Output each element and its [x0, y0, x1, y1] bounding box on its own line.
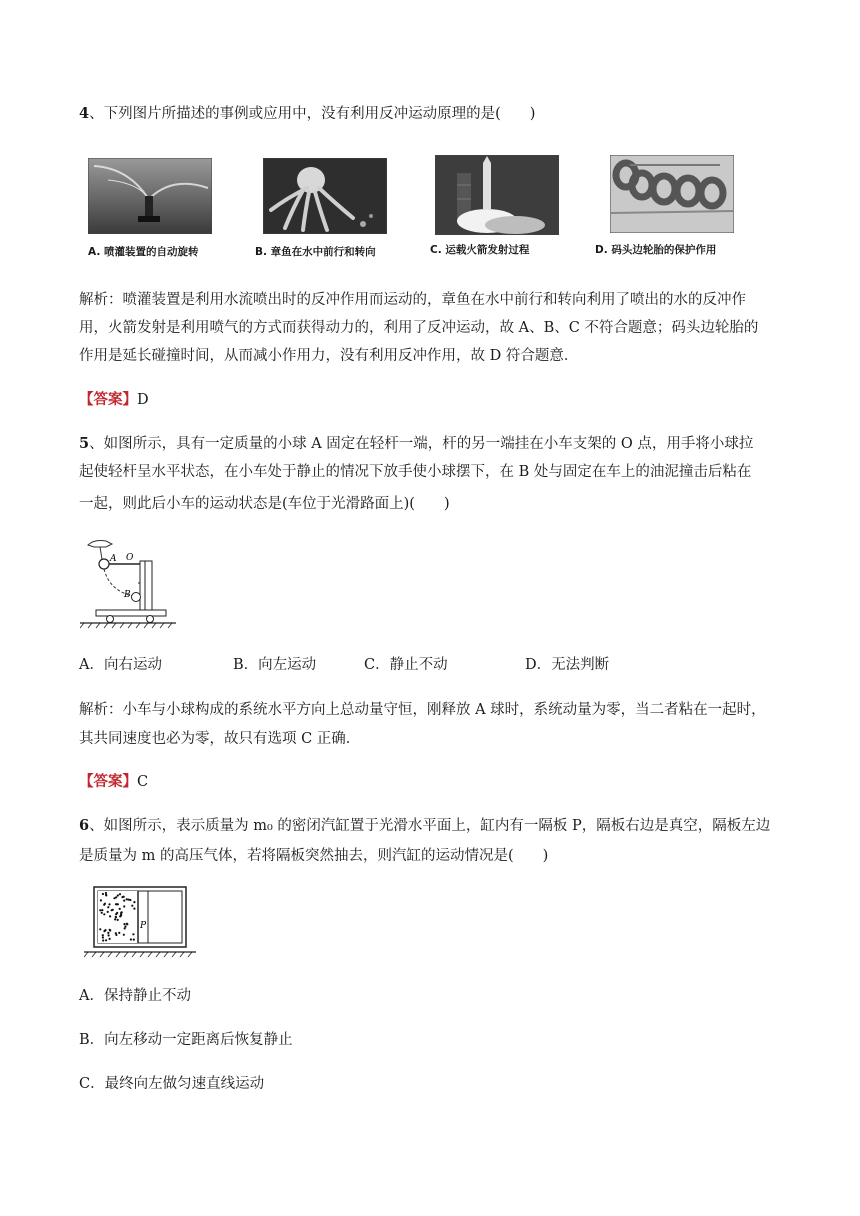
q5-answer [79, 772, 148, 792]
gas-particle [102, 934, 104, 936]
gas-particle [123, 923, 125, 925]
gas-particle [118, 932, 120, 934]
gas-particle [124, 925, 126, 927]
q5-number: 5 [79, 435, 90, 452]
q4-photo-d [610, 155, 734, 233]
q5-label-b: B [124, 590, 131, 600]
q4-photo-b [263, 158, 387, 234]
q4-photo-a [88, 158, 212, 234]
gas-particle [119, 893, 121, 895]
gas-particle [123, 905, 125, 907]
gas-particle [99, 928, 101, 930]
gas-particle [102, 939, 104, 941]
gas-particle [133, 901, 135, 903]
gas-particle [127, 899, 129, 901]
gas-particle [114, 918, 116, 920]
gas-particle [119, 908, 121, 910]
gas-particle [102, 893, 104, 895]
q6-label-p: P [140, 921, 147, 931]
q5-stem-1 [79, 434, 753, 454]
gas-particle [107, 932, 109, 934]
gas-particle [123, 934, 125, 936]
q6-number: 6 [79, 817, 90, 834]
gas-particle [115, 934, 117, 936]
q5-option-d: D．无法判断 [525, 657, 610, 673]
q5-stem-text-1: 、如图所示，具有一定质量的小球 A 固定在轻杆一端，杆的另一端挂在小车支架的 O 点，用手将小球拉 [89, 436, 754, 452]
q5-answer-value: C [137, 774, 149, 790]
gas-particle [105, 939, 107, 941]
gas-particle [113, 897, 115, 899]
gas-particle [124, 927, 126, 929]
gas-particle [104, 903, 106, 905]
gas-particle [99, 909, 101, 911]
q4-stem [79, 104, 535, 124]
q6-option-b: B．向左移动一定距离后恢复静止 [79, 1032, 293, 1048]
q4-caption-c: C. 运载火箭发射过程 [430, 244, 530, 256]
q4-caption-b: B. 章鱼在水中前行和转向 [255, 246, 376, 258]
gas-particle [109, 938, 111, 940]
gas-particle [103, 913, 105, 915]
gas-particle [109, 915, 111, 917]
gas-particle [130, 938, 132, 940]
gas-particle [131, 905, 133, 907]
answer-label: 【答案】 [79, 391, 137, 408]
gas-particle [123, 900, 125, 902]
gas-particle [108, 934, 110, 936]
gas-particle [109, 929, 111, 931]
gas-particle [108, 903, 110, 905]
gas-particle [116, 912, 118, 914]
gas-particle [116, 903, 118, 905]
gas-particle [117, 894, 119, 896]
gas-particle [115, 916, 117, 918]
q5-option-a: A．向右运动 [79, 657, 162, 673]
gas-particle [105, 892, 107, 894]
q4-analysis-3: 作用是延长碰撞时间，从而减小作用力，没有利用反冲作用，故 D 符合题意． [79, 348, 579, 364]
gas-particle [107, 911, 109, 913]
q5-analysis-2: 其共同速度也必为零，故只有选项 C 正确． [79, 731, 361, 747]
q4-number: 4 [79, 105, 90, 122]
q5-option-c: C．静止不动 [364, 657, 448, 673]
q6-option-c: C．最终向左做匀速直线运动 [79, 1076, 265, 1092]
q5-analysis-1: 解析：小车与小球构成的系统水平方向上总动量守恒，刚释放 A 球时，系统动量为零，当二者粘在一起时， [79, 702, 766, 718]
gas-particle [121, 911, 123, 913]
gas-particle [111, 909, 113, 911]
gas-particle [102, 936, 104, 938]
gas-particle [100, 899, 102, 901]
gas-particle [133, 939, 135, 941]
q4-analysis-1: 解析：喷灌装置是利用水流喷出时的反冲作用而运动的，章鱼在水中前行和转向利用了喷出的水的反冲作 [79, 292, 746, 308]
gas-particle [121, 896, 123, 898]
gas-particle [120, 914, 122, 916]
q6-stem-text-1: 、如图所示，表示质量为 m₀ 的密闭汽缸置于光滑水平面上，缸内有一隔板 P，隔板右边是真空，隔板左边 [89, 818, 771, 834]
answer-label: 【答案】 [79, 773, 137, 790]
q5-label-o: O [126, 553, 134, 563]
q6-stem-1 [79, 816, 770, 836]
q6-stem-2: 是质量为 m 的高压气体，若将隔板突然抽去，则汽缸的运动情况是( ) [79, 848, 549, 864]
gas-particle [126, 923, 128, 925]
q4-stem-text: 、下列图片所描述的事例或应用中，没有利用反冲运动原理的是( ) [89, 106, 536, 122]
q6-option-a: A．保持静止不动 [79, 988, 191, 1004]
q4-caption-a: A. 喷灌装置的自动旋转 [88, 246, 199, 258]
q5-label-a: A [110, 554, 117, 564]
q5-stem-3: 一起，则此后小车的运动状态是(车位于光滑路面上)( ) [79, 496, 450, 512]
q5-option-b: B．向左运动 [233, 657, 317, 673]
q4-answer [79, 390, 149, 410]
q6-cylinder-diagram [84, 886, 196, 958]
gas-particle [129, 899, 131, 901]
gas-particle [132, 933, 134, 935]
q4-answer-value: D [137, 392, 149, 408]
q4-analysis-2: 用，火箭发射是利用喷气的方式而获得动力的，利用了反冲运动，故 A、B、C 不符合题意；码头边轮胎的 [79, 320, 759, 336]
gas-particle [107, 906, 109, 908]
gas-particle [103, 930, 105, 932]
gas-particle [101, 912, 103, 914]
q4-caption-d: D. 码头边轮胎的保护作用 [595, 244, 717, 256]
gas-particle [117, 919, 119, 921]
q4-photo-c [435, 155, 559, 235]
q5-stem-2: 起使轻杆呈水平状态，在小车处于静止的情况下放手使小球摆下，在 B 处与固定在车上的油泥撞击后粘在 [79, 464, 752, 480]
gas-particle [133, 908, 135, 910]
gas-particle [101, 909, 103, 911]
q5-cart-diagram [80, 535, 180, 630]
